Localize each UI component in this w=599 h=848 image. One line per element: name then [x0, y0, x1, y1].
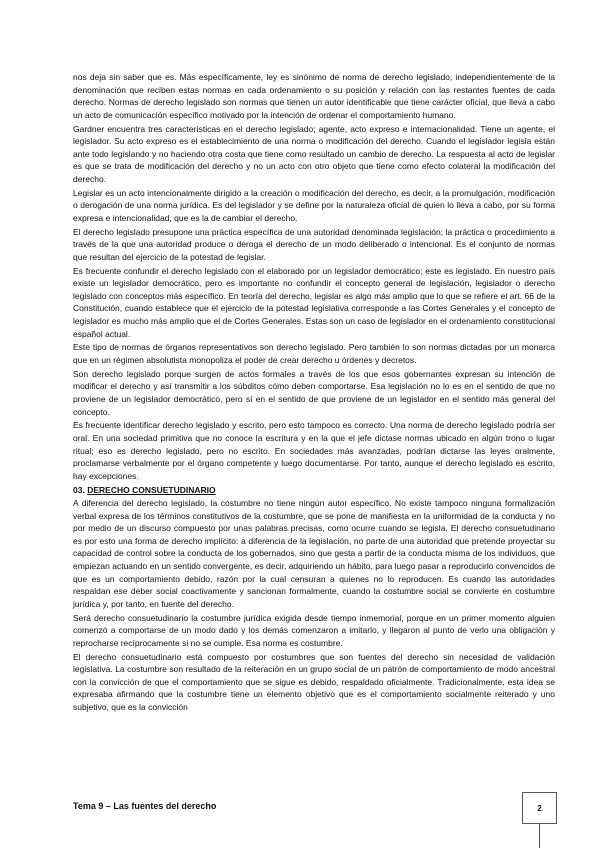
paragraph: Gardner encuentra tres características en el derecho legislado; agente, acto expreso e internacionalidad. Tiene un agente, el legislador. Su acto expreso es el establecimiento de una norma o modificación del derecho. Cuando el legislador legisla están ante todo legislando y no haciendo otra costa que tiene como resultado un cambio de derecho. La respuesta al acto de legislar es que se trata de modificación del derecho y no un acto con otro objeto que tiene como efecto colateral la modificación del derecho. [73, 123, 555, 184]
page-number: 2 [537, 803, 542, 813]
paragraph: Es frecuente identificar derecho legislado y escrito, pero esto tampoco es correcto. Una norma de derecho legislado podría ser oral. En una sociedad primitiva que no conoce la escritura y en la que el jefe dictase normas ubicado en algún trono o lugar ritual; eso es derecho legislado, pero no escrito. En sociedades más avanzadas, podrían dictarse las leyes oralmente, proclamarse verbalmente por el órgano competente y luego documentarse. Por tanto, aunque el derecho legislado es escrito, hay excepciones. [73, 420, 555, 481]
paragraph: Será derecho consuetudinario la costumbre jurídica exigida desde tiempo inmemorial, porque en un primer momento alguien comenzó a comportarse de un modo dado y los demás comenzaron a imitarlo, y llegaron al punto de verlo una obligación y reprocharse recíprocamente si no se cumple. Esa norma es costumbre. [73, 612, 555, 648]
paragraph: Este tipo de normas de órganos representativos son derecho legislado. Pero también lo son normas dictadas por un monarca que en un régimen absolutista monopoliza el poder de crear derecho u órdenes y decretos. [73, 342, 555, 365]
paragraph: El derecho consuetudinario está compuesto por costumbres que son fuentes del derecho sin necesidad de validación legislativa. La costumbre son resultado de la reiteración en un grupo social de un patrón de comportamiento de modo ancestral con la convicción de que el comportamiento que se sigue es debido, respaldado oficialmente. Tradicionalmente, esta idea se expresaba afirmando que la costumbre tiene un elemento objetivo que es el comportamiento socialmente reiterado y uno subjetivo, que es la convicción [73, 651, 555, 712]
paragraph: Es frecuente confundir el derecho legislado con el elaborado por un legislador democrático; este es legislado. En nuestro país existe un legislador democrático, pero es importante no confundir el concepto general de legislación, legislador o derecho legislado con conceptos más específico. En teoría del derecho, legislar es algo más amplio que lo que se refiere el art. 66 de la Constitución, cuando establece que el ejercicio de la potestad legislativa corresponde a las Cortes Generales y el concepto de legislador es mucho más amplio que el de Cortes Generales. Estas son un caso de legislador en el ordenamiento constitucional español actual. [73, 265, 555, 339]
page-number-divider [539, 823, 540, 848]
page-number-box [522, 792, 557, 824]
document-body [73, 71, 555, 715]
paragraph: El derecho legislado presupone una práctica específica de una autoridad denominada legislación; la práctica o procedimiento a través de la que una autoridad produce o deroga el derecho de un modo deliberado o intencional. Es el conjunto de normas que resultan del ejercicio de la potestad de legislar. [73, 226, 555, 262]
paragraph: nos deja sin saber que es. Más específicamente, ley es sinónimo de norma de derecho legislado, independientemente de la denominación que reciben estas normas en cada ordenamiento o su posición y relación con las restantes fuentes de cada derecho. Normas de derecho legislado son normas que tienen un autor identificable que tiene carácter oficial, que lleva a cabo un acto de comunicación específico motivado por la intención de ordenar el comportamiento humano. [73, 72, 555, 120]
paragraph: Legislar es un acto intencionalmente dirigido a la creación o modificación del derecho, es decir, a la promulgación, modificación o derogación de una norma jurídica. Es del legislador y se define por la naturaleza oficial de quien lo lleva a cabo, por su forma expresa e intencionalidad, que es la de cambiar el derecho. [73, 187, 555, 223]
section-title: DERECHO CONSUETUDINARIO [87, 484, 216, 495]
footer-title: Tema 9 – Las fuentes del derecho [73, 801, 217, 811]
section-number: 03. [73, 484, 85, 495]
section-heading [73, 484, 555, 497]
paragraph: Son derecho legislado porque surgen de actos formales a través de los que esos gobernantes expresan su intención de modificar el derecho y así transmitir a los súbditos cómo deben comportarse. Esa legislación no lo es en el sentido de que no proviene de un legislador democrático, pero sí en el sentido de que proviene de un legislador en el sentido más general del concepto. [73, 368, 555, 417]
paragraph: A diferencia del derecho legislado, la costumbre no tiene ningún autor específico. No existe tampoco ninguna formalización verbal expresa de los términos constitutivos de la costumbre, que se pone de manifiesta en la uniformidad de la conducta y no por medio de un discurso compuesto por unas palabras precisas, como ocurre cuando se legisla. El derecho consuetudinario es por esto una forma de derecho implícito: a diferencia de la legislación, no parte de una autoridad que pretende proyectar su capacidad de control sobre la conducta de los gobernados, sino que gesta a partir de la conducta misma de los individuos, que empiezan actuando en un sentido convergente, es decir, adquiriendo un hábito, para luego pasar a reproducirlo convencidos de que es un comportamiento debido, razón por la cual censuran a quienes no lo reproducen. Es cuando las autoridades respaldan ese deber social coactivamente y sancionan formalmente, cuando la costumbre social se convierte en costumbre jurídica y, por tanto, en fuente del derecho. [73, 498, 555, 609]
